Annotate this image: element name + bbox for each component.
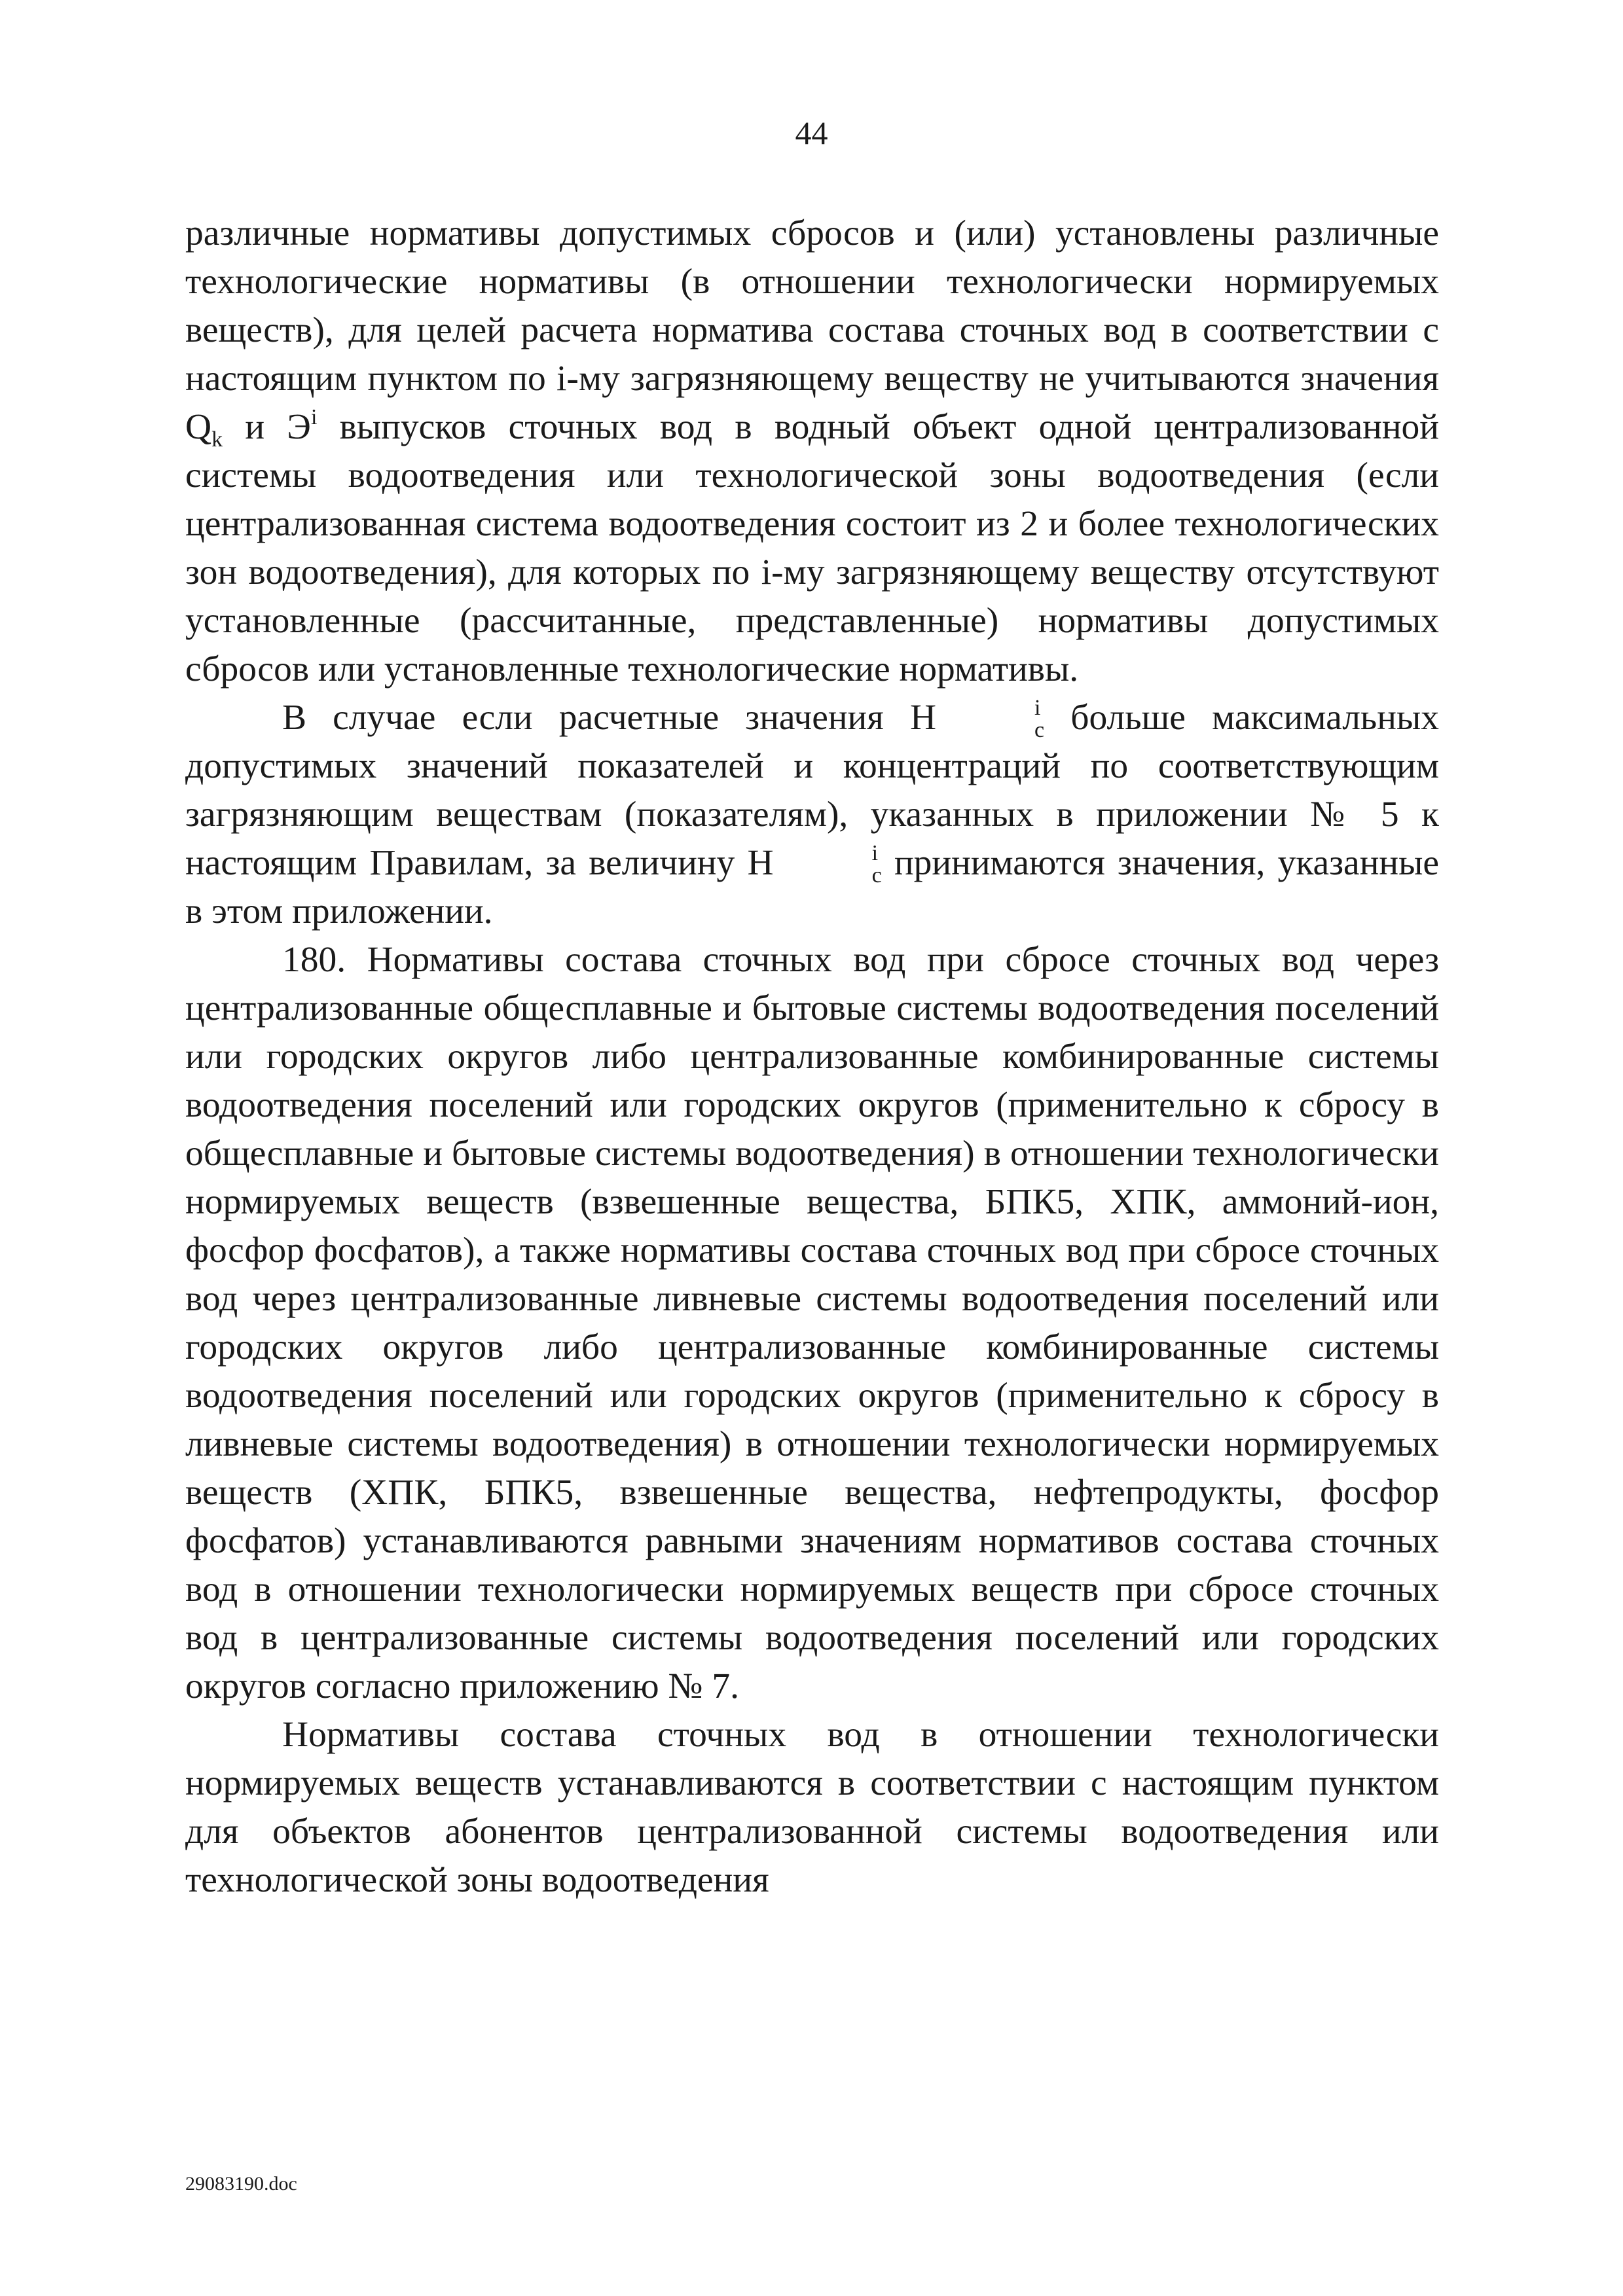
- paragraph-text: различные нормативы допустимых сбросов и (или) установлены различные технологические нормативы (в отношении технологически нормируемых веществ), для целей расчета норматива состава сточных вод в соответствии с настоящим пунктом по i-му загрязняющему веществу не учитываются значения: [185, 213, 1439, 399]
- paragraph-text: больше максимальных допустимых значений показателей и концентраций по соответствующим загрязняющим веществам (показателям), указанных в приложении № 5 к настоящим Правилам, за величину: [185, 698, 1439, 883]
- document-body: [185, 209, 1439, 1905]
- paragraph-180: 180. Нормативы состава сточных вод при сбросе сточных вод через централизованные общесплавные и бытовые системы водоотведения поселений или городских округов либо централизованные комбинированные системы водоотведения поселений или городских округов (применительно к сбросу в общесплавные и бытовые системы водоотведения) в отношении технологически нормируемых веществ (взвешенные вещества, БПК5, ХПК, аммоний-ион, фосфор фосфатов), а также нормативы состава сточных вод при сбросе сточных вод через централизованные ливневые системы водоотведения поселений или городских округов либо централизованные комбинированные системы водоотведения поселений или городских округов (применительно к сбросу в ливневые системы водоотведения) в отношении технологически нормируемых веществ (ХПК, БПК5, взвешенные вещества, нефтепродукты, фосфор фосфатов) устанавливаются равными значениям нормативов состава сточных вод в отношении технологически нормируемых веществ при сбросе сточных вод в централизованные системы водоотведения поселений или городских округов согласно приложению № 7.: [185, 940, 1439, 1706]
- formula-e-i: $Э^i$: [287, 405, 318, 447]
- formula-q-k: $Q_k$: [185, 407, 223, 452]
- paragraph-text: выпусков сточных вод в водный объект одной централизованной системы водоотведения или технологической зоны водоотведения (если централизованная система водоотведения состоит из 2 и более технологических зон водоотведения), для которых по i-му загрязняющему веществу отсутствуют установленные (рассчитанные, представленные) нормативы допустимых сбросов или установленные технологические нормативы.: [185, 407, 1440, 689]
- footer-filename: 29083190.doc: [185, 2173, 297, 2195]
- paragraph-norms: Нормативы состава сточных вод в отношении технологически нормируемых веществ устанавливаются в соответствии с настоящим пунктом для объектов абонентов централизованной системы водоотведения или технологической зоны водоотведения: [185, 1715, 1439, 1900]
- page-number: 44: [795, 115, 828, 151]
- paragraph-text: принимаются значения, указанные в этом приложении.: [185, 843, 1440, 931]
- formula-h-c-i: Н i c: [909, 696, 1045, 742]
- formula-h-c-i: Н i c: [747, 841, 882, 888]
- paragraph-text: В случае если расчетные значения: [282, 698, 910, 738]
- paragraph-case: [185, 694, 1439, 936]
- paragraph-continuation: различные нормативы допустимых сбросов и (или) установлены различные технологические нормативы (в отношении технологически нормируемых веществ), для целей расчета норматива состава сточных вод в соответствии с настоящим пунктом по i-му загрязняющему веществу не учитываются значения $Q_k$ и $Э^i$ выпусков сточных вод в водный объект одной централизованной системы водоотведения или технологической зоны водоотведения (если централизованная система водоотведения состоит из 2 и более технологических зон водоотведения), для которых по i-му загрязняющему веществу отсутствуют установленные (рассчитанные, представленные) нормативы допустимых сбросов или установленные технологические нормативы.: [185, 213, 1440, 689]
